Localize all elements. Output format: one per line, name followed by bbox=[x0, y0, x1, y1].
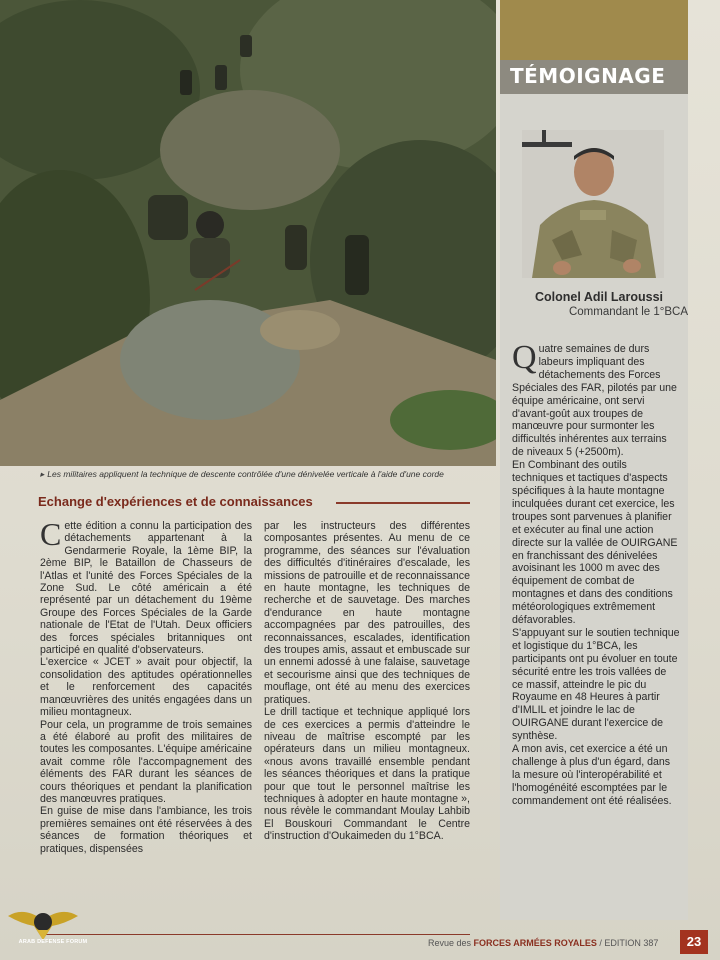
col1-paragraph-1 bbox=[40, 516, 252, 657]
forum-logo-icon bbox=[4, 896, 82, 956]
portrait-illustration bbox=[522, 130, 664, 278]
article-heading: Echange d'expériences et de connaissances bbox=[38, 494, 313, 509]
caption-marker-icon: ▸ bbox=[40, 469, 45, 479]
section-label-bar bbox=[500, 60, 688, 94]
person-name: Colonel Adil Laroussi bbox=[534, 290, 664, 304]
col1-paragraph-4: En guise de mise dans l'ambiance, les trois premières semaines ont été réservées à des séances de formation théoriques et pratiques, dispensées bbox=[40, 805, 252, 855]
testimony-paragraph-2: En Combinant des outils techniques et tactiques d'aspects spécifiques à la haute montagne inculquées durant cet exercice, les troupes sont parvenues à planifier et exécuter au final une action directe sur la vallée de OUIRGANE en franchissant des dénivelées avoisinant les 1000 m avec des équipement de combat de montagnes et dans des conditions météorologiques extrêmement défavorables. bbox=[512, 459, 678, 627]
testimony-paragraph-1-text: uatre semaines de durs labeurs impliquant des détachements des Forces Spéciales des FAR, pilotés par une équipe américaine, ont servi d'avant-goût aux troupes de manœuvre pour surmonter les difficultés inhérentes aux terrains de niveaux 5 (+2500m). bbox=[512, 343, 677, 459]
footer-prefix: Revue des bbox=[428, 938, 474, 948]
mountain-training-photo bbox=[0, 0, 496, 466]
person-role: Commandant le 1°BCA bbox=[568, 306, 688, 318]
bottom-rule bbox=[40, 934, 470, 935]
section-label: TÉMOIGNAGE bbox=[510, 64, 666, 88]
sidebar-accent-band bbox=[500, 0, 688, 60]
page-footer bbox=[428, 938, 658, 948]
col2-paragraph-1: par les instructeurs des différentes composantes présentes. Au menu de ce programme, des séances sur l'évaluation des difficultés d'itinéraires d'escalade, les missions de patrouille et de reconnaissance en haute montagne, les techniques de recherche et de sauvetage. Des marches d'endurance en haute montagne accompagnées par des patrouilles, des reconnaissances, escalades, identification des troupes amis, assaut et embuscade sur un ennemi adossé à une falaise, sauvetage et secourisme ainsi que des techniques de mouflage, ont été au menu des exercices pratiques. bbox=[264, 520, 470, 706]
col1-paragraph-3: Pour cela, un programme de trois semaines a été élaboré au profit des militaires de toutes les composantes. L'équipe américaine avait comme rôle l'accompagnement des éléments des FAR durant les séances de cours théoriques et pendant la planification des manœuvres pratiques. bbox=[40, 718, 252, 805]
caption-text: Les militaires appliquent la technique de descente contrôlée d'une dénivelée verticale à l'aide d'une corde bbox=[47, 469, 444, 479]
article-dropcap: C bbox=[40, 516, 62, 552]
photo-illustration bbox=[0, 0, 496, 466]
testimony-sidebar bbox=[500, 0, 688, 920]
photo-caption bbox=[40, 469, 496, 480]
article-column-2 bbox=[264, 520, 470, 843]
testimony-dropcap: Q bbox=[512, 339, 537, 376]
article-column-1 bbox=[40, 516, 252, 855]
testimony-text bbox=[512, 339, 680, 808]
heading-rule bbox=[336, 502, 470, 504]
testimony-paragraph-3: S'appuyant sur le soutien technique et logistique du 1°BCA, les participants ont pu évoluer en toute sécurité entre les trois vallées de ce massif, atteindre le pic du Royaume en 48 Heures à partir d'IMLIL et joindre le lac de OUIRGANE durant l'exercice de synthèse. bbox=[512, 626, 680, 743]
testimony-paragraph-1 bbox=[512, 339, 680, 459]
colonel-portrait bbox=[522, 130, 664, 278]
footer-edition: / EDITION 387 bbox=[596, 938, 659, 948]
page-number-badge: 23 bbox=[680, 930, 708, 954]
forum-logo-text: ARAB DEFENSE FORUM bbox=[18, 939, 88, 945]
testimony-paragraph-4: A mon avis, cet exercice a été un challenge à plus d'un égard, dans la mesure où l'interopérabilité et l'homogénéité escomptées par le commandement ont été réalisées. bbox=[512, 743, 672, 807]
col1-paragraph-2: L'exercice « JCET » avait pour objectif, la consolidation des aptitudes opérationnelles et le renforcement des capacités manœuvrières des unités engagées dans un milieu montagneux. bbox=[40, 656, 252, 719]
footer-magazine-name: FORCES ARMÉES ROYALES bbox=[473, 938, 597, 948]
col1-paragraph-1-text: ette édition a connu la participation des détachements appartenant à la Gendarmerie Royale, la 1ème BIP, la 2ème BIP, le Bataillon de Chasseurs de l'Atlas et l'unité des Forces Spéciales de la Zone Sud. Le côté américain a été représenté par un détachement du 19ème Groupe des Forces Spéciales de la Garde nationale de l'Etat de l'Utah. Deux officiers des forces spéciales britanniques ont participé en qualité d'observateurs. bbox=[40, 520, 252, 657]
col2-paragraph-2: Le drill tactique et technique appliqué lors de ces exercices a permis d'atteindre le niveau de maîtrise escompté par les opérateurs dans un milieu montagneux. «nous avons travaillé ensemble pendant les séances théoriques et dans la pratique pour que tout le personnel maîtrise les techniques à adopter en haute montagne », nous révèle le commandant Moulay Lahbib El Bouskouri Commandant le Centre d'instruction d'Oukaimeden du 1°BCA. bbox=[264, 706, 470, 843]
